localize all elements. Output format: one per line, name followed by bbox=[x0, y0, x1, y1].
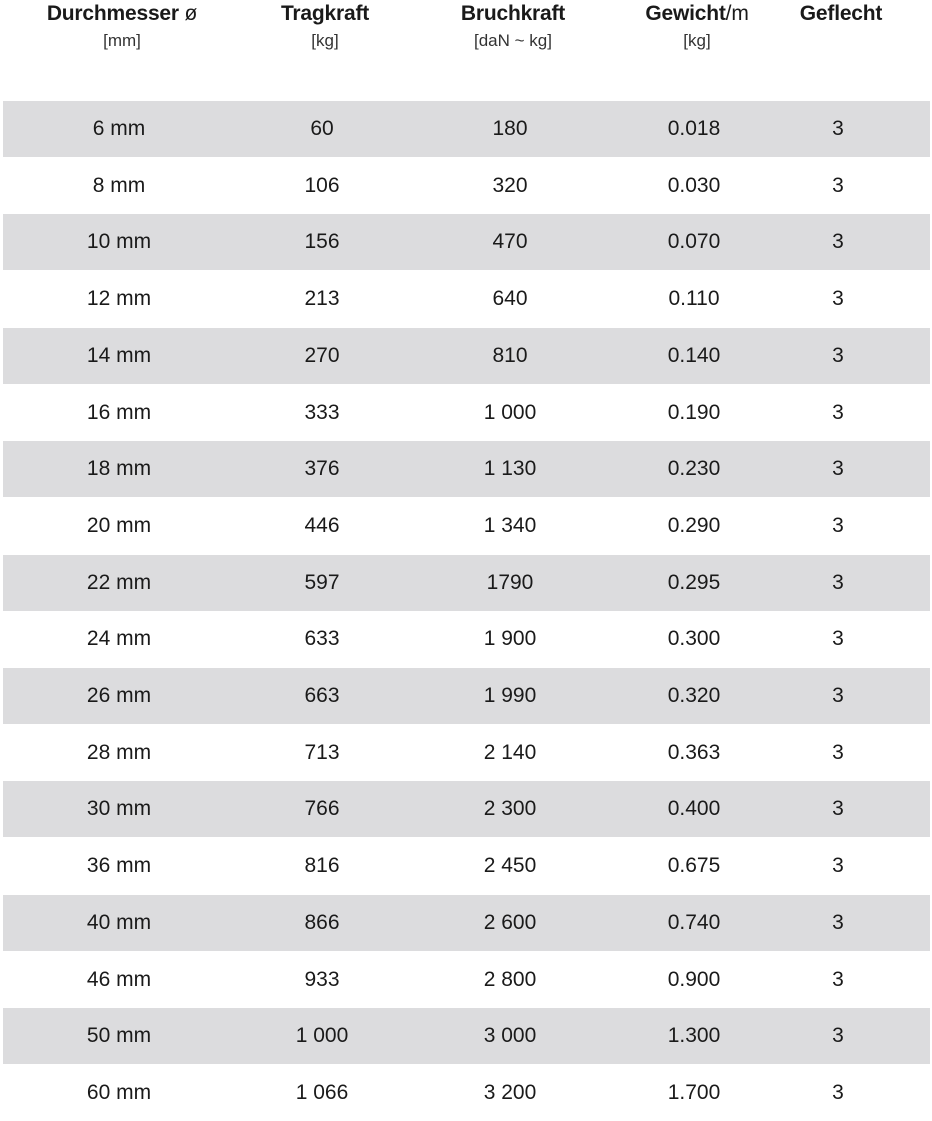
table-cell: 0.675 bbox=[667, 854, 721, 878]
column-unit: [daN ~ kg] bbox=[474, 31, 552, 50]
table-cell: 446 bbox=[304, 513, 340, 537]
table-cell: 933 bbox=[304, 967, 340, 991]
table-cell: 36 mm bbox=[86, 854, 152, 878]
table-cell: 0.070 bbox=[667, 230, 721, 254]
table-cell: 60 bbox=[310, 117, 334, 140]
column-unit: [kg] bbox=[683, 31, 711, 50]
table-cell: 3 bbox=[832, 117, 844, 140]
table-cell: 22 mm bbox=[86, 570, 152, 594]
table-cell: 0.030 bbox=[667, 173, 721, 197]
table-cell: 0.400 bbox=[667, 797, 721, 821]
table-row bbox=[3, 271, 930, 327]
table-cell: 320 bbox=[492, 173, 528, 197]
table-cell: 1790 bbox=[486, 570, 534, 594]
table-row bbox=[3, 725, 930, 781]
table-cell: 2 600 bbox=[483, 910, 537, 934]
table-cell: 3 bbox=[832, 797, 844, 821]
table-cell: 3 bbox=[832, 400, 844, 424]
table-cell: 50 mm bbox=[86, 1024, 152, 1048]
table-row bbox=[3, 328, 930, 384]
table-cell: 12 mm bbox=[86, 287, 152, 311]
table-cell: 810 bbox=[492, 343, 528, 367]
table-cell: 0.230 bbox=[667, 457, 721, 481]
table-cell: 470 bbox=[492, 230, 528, 254]
table-cell: 3 bbox=[832, 570, 844, 594]
table-row bbox=[3, 838, 930, 894]
table-cell: 816 bbox=[304, 854, 340, 878]
table-cell: 2 140 bbox=[483, 740, 537, 764]
column-unit: [mm] bbox=[103, 31, 141, 50]
table-cell: 16 mm bbox=[86, 400, 152, 424]
table-cell: 0.290 bbox=[667, 513, 721, 537]
table-cell: 6 mm bbox=[92, 117, 146, 140]
table-cell: 3 bbox=[832, 230, 844, 254]
table-row bbox=[3, 1065, 930, 1121]
table-cell: 766 bbox=[304, 797, 340, 821]
table-cell: 713 bbox=[304, 740, 340, 764]
table-row bbox=[3, 101, 930, 157]
column-title: Tragkraft bbox=[280, 2, 370, 25]
table-cell: 106 bbox=[304, 173, 340, 197]
table-row bbox=[3, 158, 930, 214]
table-cell: 640 bbox=[492, 287, 528, 311]
table-cell: 156 bbox=[304, 230, 340, 254]
table-cell: 1 000 bbox=[483, 400, 537, 424]
table-cell: 40 mm bbox=[86, 910, 152, 934]
table-row bbox=[3, 895, 930, 951]
table-cell: 24 mm bbox=[86, 627, 152, 651]
table-cell: 333 bbox=[304, 400, 340, 424]
table-cell: 1 000 bbox=[295, 1024, 349, 1048]
table-cell: 14 mm bbox=[86, 343, 152, 367]
table-cell: 3 bbox=[832, 513, 844, 537]
table-cell: 0.018 bbox=[667, 117, 721, 140]
table-cell: 3 000 bbox=[483, 1024, 537, 1048]
table-row bbox=[3, 214, 930, 270]
table-cell: 60 mm bbox=[86, 1080, 152, 1104]
table-row bbox=[3, 555, 930, 611]
table-cell: 180 bbox=[492, 117, 528, 140]
table-cell: 0.363 bbox=[667, 740, 721, 764]
table-cell: 0.140 bbox=[667, 343, 721, 367]
column-header-geflecht bbox=[800, 0, 882, 28]
table-cell: 1 066 bbox=[295, 1080, 349, 1104]
table-cell: 270 bbox=[304, 343, 340, 367]
table-row bbox=[3, 611, 930, 667]
table-cell: 0.110 bbox=[668, 287, 720, 311]
table-cell: 866 bbox=[304, 910, 340, 934]
table-cell: 46 mm bbox=[86, 967, 152, 991]
table-row bbox=[3, 441, 930, 497]
table-cell: 3 200 bbox=[483, 1080, 537, 1104]
column-title: Durchmesser bbox=[46, 2, 179, 25]
table-row bbox=[3, 1008, 930, 1064]
table-cell: 18 mm bbox=[86, 457, 152, 481]
table-cell: 597 bbox=[304, 570, 340, 594]
column-title: Bruchkraft bbox=[460, 2, 566, 25]
table-cell: 663 bbox=[304, 684, 340, 707]
table-cell: 2 300 bbox=[483, 797, 537, 821]
table-cell: 10 mm bbox=[86, 230, 152, 254]
table-cell: 1 130 bbox=[483, 457, 537, 481]
table-cell: 1.300 bbox=[667, 1024, 721, 1048]
column-header-bruchkraft bbox=[461, 0, 565, 54]
table-cell: 376 bbox=[304, 457, 340, 481]
table-cell: 0.295 bbox=[667, 570, 721, 594]
column-header-durchmesser bbox=[47, 0, 197, 54]
table-cell: 3 bbox=[832, 287, 844, 311]
table-cell: 3 bbox=[832, 967, 844, 991]
table-cell: 3 bbox=[832, 1024, 844, 1048]
column-title: Gewicht bbox=[645, 2, 726, 25]
table-cell: 3 bbox=[832, 173, 844, 197]
table-cell: 1 340 bbox=[483, 513, 537, 537]
table-cell: 2 450 bbox=[483, 854, 537, 878]
table-cell: 633 bbox=[304, 627, 340, 651]
table-cell: 3 bbox=[832, 740, 844, 764]
per-meter-suffix: /m bbox=[725, 2, 749, 25]
table-cell: 20 mm bbox=[86, 513, 152, 537]
table-row bbox=[3, 385, 930, 441]
table-row bbox=[3, 952, 930, 1008]
table-cell: 0.740 bbox=[667, 910, 721, 934]
table-cell: 28 mm bbox=[86, 740, 152, 764]
table-cell: 0.300 bbox=[667, 627, 721, 651]
table-cell: 1 900 bbox=[483, 627, 537, 651]
column-title: Geflecht bbox=[799, 2, 883, 25]
table-row bbox=[3, 498, 930, 554]
table-cell: 0.320 bbox=[667, 684, 721, 707]
table-cell: 3 bbox=[832, 457, 844, 481]
table-cell: 3 bbox=[832, 854, 844, 878]
table-row bbox=[3, 781, 930, 837]
table-cell: 3 bbox=[832, 910, 844, 934]
table-cell: 30 mm bbox=[86, 797, 152, 821]
table-cell: 2 800 bbox=[483, 967, 537, 991]
diameter-symbol: ø bbox=[178, 2, 198, 25]
table-cell: 1 990 bbox=[483, 684, 537, 707]
table-cell: 0.190 bbox=[667, 400, 721, 424]
table-cell: 8 mm bbox=[92, 173, 146, 197]
table-cell: 3 bbox=[832, 1080, 844, 1104]
table-header bbox=[0, 0, 932, 100]
table-cell: 3 bbox=[832, 684, 844, 707]
column-header-tragkraft bbox=[281, 0, 369, 54]
table-cell: 0.900 bbox=[667, 967, 721, 991]
table-cell: 213 bbox=[304, 287, 340, 311]
column-header-gewicht bbox=[645, 0, 748, 54]
column-unit: [kg] bbox=[311, 31, 339, 50]
table-cell: 1.700 bbox=[667, 1080, 721, 1104]
table-cell: 26 mm bbox=[86, 684, 152, 707]
table-cell: 3 bbox=[832, 627, 844, 651]
table-row bbox=[3, 668, 930, 724]
table-cell: 3 bbox=[832, 343, 844, 367]
